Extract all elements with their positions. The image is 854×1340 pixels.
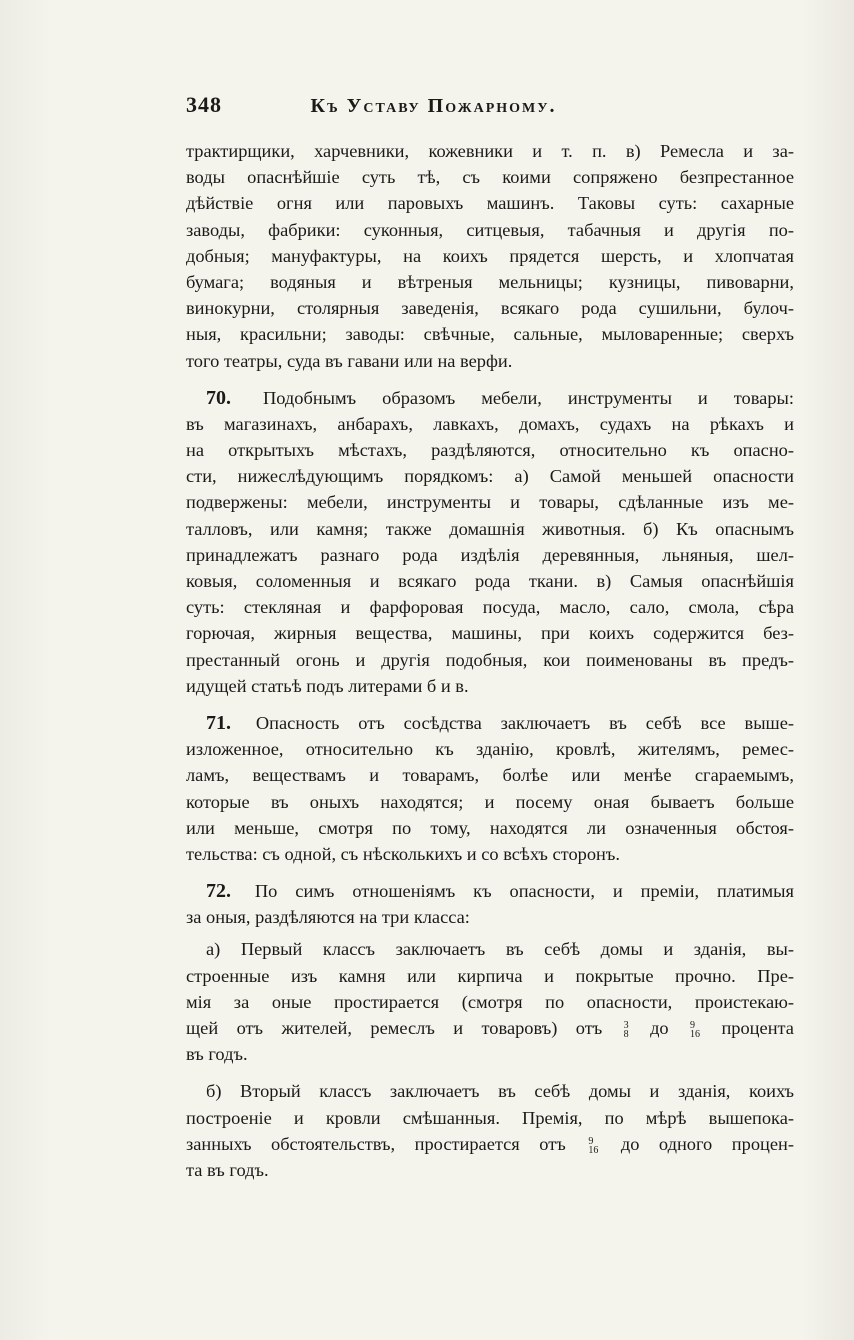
- text-line: занныхъ обстоятельствъ, простирается отъ 9 16 до одного процен-: [186, 1133, 794, 1156]
- text-line: талловъ, или камня; также домашнія животныя. б) Къ опаснымъ: [186, 518, 794, 539]
- text-line: ковыя, соломенныя и всякаго рода ткани. в) Самыя опаснѣйшія: [186, 571, 794, 591]
- section-number: 70.: [206, 386, 231, 409]
- paragraph-71: [186, 710, 794, 867]
- text-line: та въ годъ.: [186, 1159, 269, 1180]
- text-line: ныя, красильни; заводы: свѣчные, сальные, мыловаренные; сверхъ: [186, 324, 794, 345]
- text-line: бумага; водяныя и вѣтреныя мельницы; кузницы, пивоварни,: [186, 271, 794, 292]
- text-line: добныя; мануфактуры, на коихъ прядется шерсть, и хлопчатая: [186, 245, 794, 266]
- text-line: подвержены: мебели, инструменты и товары, сдѣланные изъ ме-: [186, 492, 794, 513]
- text-line: суть: стекляная и фарфоровая посуда, масло, сало, смола, сѣра: [186, 597, 794, 618]
- page-header: [186, 92, 646, 118]
- section-number: 71.: [206, 711, 231, 734]
- text-line: того театры, суда въ гавани или на верфи.: [186, 350, 513, 371]
- text-line: трактирщики, харчевники, кожевники и т. п. в) Ремесла и за-: [186, 141, 794, 161]
- text-line: мія за оные простирается (смотря по опасности, проистекаю-: [186, 991, 794, 1012]
- fraction-nine-sixteenths: 9 16: [588, 1135, 599, 1156]
- text-line: 72. По симъ отношеніямъ къ опасности, и преміи, платимыя: [206, 880, 794, 903]
- text-line: въ магазинахъ, анбарахъ, лавкахъ, домахъ, судахъ на рѣкахъ и: [186, 413, 794, 434]
- text-line: 71. Опасность отъ сосѣдства заключаетъ въ себѣ все выше-: [206, 711, 794, 734]
- text-line: б) Вторый классъ заключаетъ въ себѣ домы и зданія, коихъ: [206, 1081, 794, 1102]
- text-line: винокурни, столярныя заведенія, всякаго рода сушильни, булоч-: [186, 298, 794, 319]
- text-line: престанный огонь и другія подобныя, кои поименованы въ предъ-: [186, 649, 794, 670]
- text-line: построеніе и кровли смѣшанныя. Премія, по мѣрѣ вышепока-: [186, 1107, 794, 1128]
- text-line: идущей статьѣ подъ литерами б и в.: [186, 675, 469, 696]
- running-head: Къ Уставу Пожарному.: [310, 95, 557, 117]
- text-line: изложенное, относительно къ зданію, кровлѣ, жителямъ, ремес-: [186, 739, 794, 760]
- text-line: принадлежатъ разнаго рода издѣлія деревянныя, льняныя, шел-: [186, 544, 794, 565]
- fraction-nine-sixteenths: 9 16: [690, 1019, 701, 1040]
- paragraph-70: [186, 385, 794, 699]
- text-line: воды опаснѣйшіе суть тѣ, съ коими сопряжено безпрестанное: [186, 167, 794, 188]
- page-body: [186, 138, 794, 1183]
- text-line: или меньше, смотря по тому, находятся ли означенныя обстоя-: [186, 817, 794, 838]
- section-number: 72.: [206, 880, 231, 903]
- text-line: щей отъ жителей, ремеслъ и товаровъ) отъ 3 8 до 9 16 процента: [186, 1018, 794, 1040]
- text-line: заводы, фабрики: суконныя, ситцевыя, табачныя и другія по-: [186, 219, 794, 240]
- text-line: дѣйствіе огня или паровыхъ машинъ. Таковы суть: сахарные: [186, 193, 794, 214]
- text-line: а) Первый классъ заключаетъ въ себѣ домы и зданія, вы-: [206, 939, 794, 960]
- class-b-paragraph: [186, 1078, 794, 1183]
- text-line: за оныя, раздѣляются на три класса:: [186, 907, 470, 928]
- text-line: горючая, жирныя вещества, машины, при коихъ содержится без-: [186, 623, 794, 644]
- fraction-three-eighths: 3 8: [623, 1019, 629, 1040]
- text-line: строенные изъ камня или кирпича и покрытые прочно. Пре-: [186, 965, 794, 986]
- text-line: 70. Подобнымъ образомъ мебели, инструменты и товары:: [206, 386, 794, 409]
- page-number: 348: [186, 92, 222, 117]
- text-line: ламъ, веществамъ и товарамъ, болѣе или менѣе сгараемымъ,: [186, 765, 794, 786]
- text-line: тельства: съ одной, съ нѣсколькихъ и со всѣхъ сторонъ.: [186, 843, 621, 864]
- paragraph-72: [186, 878, 794, 930]
- text-line: на открытыхъ мѣстахъ, раздѣляются, относительно къ опасно-: [186, 440, 794, 461]
- text-line: сти, нижеслѣдующимъ порядкомъ: а) Самой меньшей опасности: [186, 466, 794, 487]
- text-line: въ годъ.: [186, 1044, 248, 1065]
- paragraph-69-continuation: [186, 138, 794, 374]
- text-line: которые въ оныхъ находятся; и посему оная бываетъ больше: [186, 791, 794, 812]
- class-a-paragraph: [186, 936, 794, 1067]
